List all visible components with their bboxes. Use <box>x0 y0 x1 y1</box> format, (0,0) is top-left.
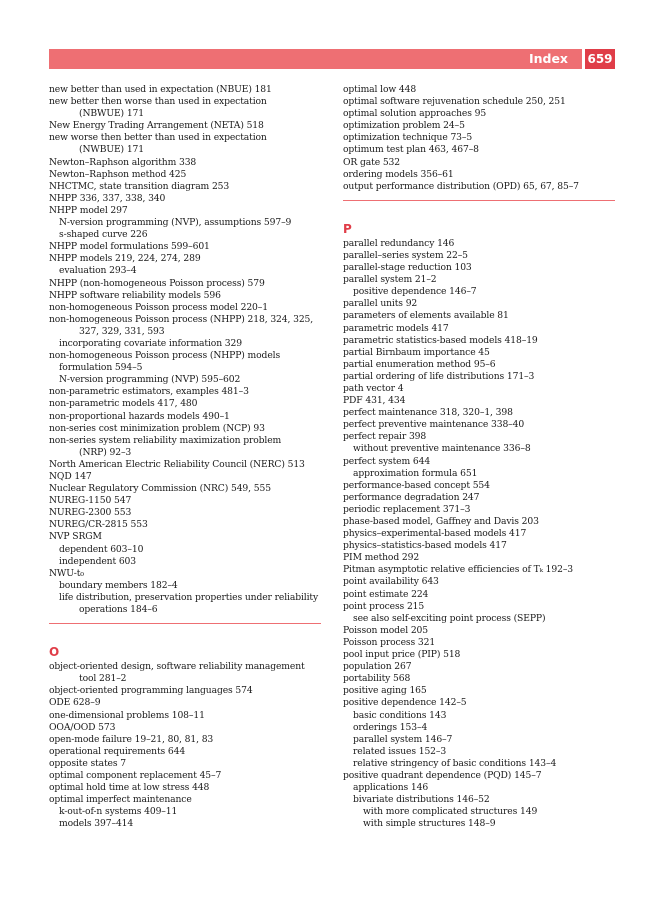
index-entry: partial ordering of life distributions 171–3 <box>343 370 535 382</box>
index-entry: k-out-of-n systems 409–11 <box>59 806 178 818</box>
index-entry: Pitman asymptotic relative efficiencies of Tₖ 192–3 <box>343 564 574 576</box>
index-entry: applications 146 <box>353 782 429 794</box>
index-entry: North American Electric Reliability Council (NERC) 513 <box>49 458 305 470</box>
index-entry: parallel–series system 22–5 <box>343 249 468 261</box>
index-entry: optimal hold time at low stress 448 <box>49 782 210 794</box>
index-entry: PDF 431, 434 <box>343 395 406 407</box>
index-entry: performance degradation 247 <box>343 491 480 503</box>
index-entry: non-homogeneous Poisson process (NHPP) 218, 324, 325, <box>49 313 314 325</box>
index-entry: point estimate 224 <box>343 588 429 600</box>
index-entry: perfect preventive maintenance 338–40 <box>343 419 525 431</box>
index-entry: optimum test plan 463, 467–8 <box>343 144 479 156</box>
index-entry: object-oriented programming languages 574 <box>49 685 253 697</box>
index-entry: new worse then better than used in expectation <box>49 132 267 144</box>
index-entry: New Energy Trading Arrangement (NETA) 518 <box>49 120 264 132</box>
index-entry: ODE 628–9 <box>49 697 101 709</box>
index-entry: NHCTMC, state transition diagram 253 <box>49 180 230 192</box>
index-entry: optimization technique 73–5 <box>343 132 473 144</box>
index-entry: optimal low 448 <box>343 84 417 95</box>
index-entry: parameters of elements available 81 <box>343 310 509 322</box>
index-list-p <box>343 238 615 831</box>
index-entry: bivariate distributions 146–52 <box>353 794 490 806</box>
index-entry: life distribution, preservation properties under reliability <box>59 591 319 603</box>
index-entry: NHPP model formulations 599–601 <box>49 241 210 253</box>
index-entry: NWU-t₀ <box>49 567 84 579</box>
index-entry: phase-based model, Gaffney and Davis 203 <box>343 516 539 527</box>
index-entry: point availability 643 <box>343 576 439 588</box>
section-letter-p: P <box>343 221 352 236</box>
index-entry: with simple structures 148–9 <box>363 818 496 830</box>
index-entry: dependent 603–10 <box>59 543 144 555</box>
index-entry: periodic replacement 371–3 <box>343 503 471 515</box>
index-entry: perfect maintenance 318, 320–1, 398 <box>343 407 513 419</box>
index-entry: OOA/OOD 573 <box>49 721 116 733</box>
index-entry: path vector 4 <box>343 382 404 394</box>
index-entry: perfect system 644 <box>343 455 431 467</box>
index-entry: non-parametric models 417, 480 <box>49 398 198 410</box>
page-number-box <box>585 49 615 69</box>
index-entry: OR gate 532 <box>343 156 400 168</box>
index-entry: population 267 <box>343 661 412 673</box>
index-entry: formulation 594–5 <box>59 362 143 374</box>
index-entry: physics–statistics-based models 417 <box>343 540 507 552</box>
index-entry: NHPP model 297 <box>49 204 128 216</box>
index-entry: NVP SRGM <box>49 531 102 543</box>
index-entry: portability 568 <box>343 673 411 685</box>
index-entry: performance-based concept 554 <box>343 479 490 491</box>
index-entry: optimal imperfect maintenance <box>49 794 192 806</box>
index-entry: parallel system 146–7 <box>353 733 453 745</box>
index-entry: Newton–Raphson algorithm 338 <box>49 156 197 168</box>
index-entry: independent 603 <box>59 555 136 567</box>
index-entry: PIM method 292 <box>343 552 420 564</box>
index-entry: non-homogeneous Poisson process (NHPP) models <box>49 350 281 362</box>
index-entry: NHPP software reliability models 596 <box>49 289 221 301</box>
index-entry: incorporating covariate information 329 <box>59 337 242 349</box>
index-entry: new better then worse than used in expectation <box>49 96 267 108</box>
index-entry: related issues 152–3 <box>353 745 447 757</box>
index-entry: non-series system reliability maximization problem <box>49 434 282 446</box>
index-column-right <box>343 84 615 830</box>
index-entry: optimal component replacement 45–7 <box>49 769 222 781</box>
index-entry: ordering models 356–61 <box>343 168 454 180</box>
index-entry: NHPP 336, 337, 338, 340 <box>49 192 166 204</box>
index-entry: output performance distribution (OPD) 65, 67, 85–7 <box>343 180 579 192</box>
index-entry: object-oriented design, software reliability management <box>49 661 305 673</box>
index-entry: (NBWUE) 171 <box>79 108 144 120</box>
index-entry: NQD 147 <box>49 471 92 482</box>
index-entry: approximation formula 651 <box>353 467 478 479</box>
index-entry: positive aging 165 <box>343 685 427 697</box>
index-entry: boundary members 182–4 <box>59 579 178 591</box>
index-entry: without preventive maintenance 336–8 <box>353 443 531 455</box>
index-list-o <box>49 661 321 830</box>
index-entry: pool input price (PIP) 518 <box>343 649 461 661</box>
index-entry: models 397–414 <box>59 818 134 830</box>
index-entry: 327, 329, 331, 593 <box>79 325 165 337</box>
index-entry: optimization problem 24–5 <box>343 120 465 132</box>
index-entry: Newton–Raphson method 425 <box>49 168 187 180</box>
index-entry: parallel system 21–2 <box>343 274 437 286</box>
index-entry: see also self-exciting point process (SEPP) <box>353 612 546 624</box>
index-entry: tool 281–2 <box>79 673 127 685</box>
section-letter-o: O <box>49 645 60 660</box>
index-entry: basic conditions 143 <box>353 709 447 721</box>
section-divider <box>49 623 321 624</box>
section-divider <box>343 200 615 201</box>
index-entry: positive dependence 142–5 <box>343 697 467 709</box>
header-bar <box>49 49 582 69</box>
index-entry: operations 184–6 <box>79 604 158 616</box>
index-entry: N-version programming (NVP), assumptions 597–9 <box>59 217 292 229</box>
index-entry: optimal software rejuvenation schedule 250, 251 <box>343 96 566 108</box>
index-entry: partial enumeration method 95–6 <box>343 358 496 370</box>
index-entry: new better than used in expectation (NBUE) 181 <box>49 84 272 95</box>
index-column-left <box>49 84 321 830</box>
index-entry: non-homogeneous Poisson process model 220–1 <box>49 301 268 313</box>
index-entry: positive quadrant dependence (PQD) 145–7 <box>343 769 542 781</box>
index-entry: physics–experimental-based models 417 <box>343 528 527 540</box>
index-entry: operational requirements 644 <box>49 745 186 757</box>
index-entry: parallel redundancy 146 <box>343 237 455 249</box>
index-entry: parametric statistics-based models 418–19 <box>343 334 538 346</box>
index-entry: optimal solution approaches 95 <box>343 108 487 120</box>
index-entry: relative stringency of basic conditions 143–4 <box>353 757 557 769</box>
index-entry: (NWBUE) 171 <box>79 144 144 156</box>
index-entry: NHPP (non-homogeneous Poisson process) 579 <box>49 277 265 289</box>
index-entry: NHPP models 219, 224, 274, 289 <box>49 253 201 265</box>
index-entry: non-proportional hazards models 490–1 <box>49 410 230 422</box>
index-entry: N-version programming (NVP) 595–602 <box>59 374 241 386</box>
index-entry: open-mode failure 19–21, 80, 81, 83 <box>49 733 214 745</box>
index-entry: NUREG-1150 547 <box>49 495 132 507</box>
index-list-n <box>49 84 321 616</box>
index-entry: s-shaped curve 226 <box>59 229 148 241</box>
index-entry: parallel units 92 <box>343 298 418 310</box>
index-entry: Poisson model 205 <box>343 624 428 636</box>
index-entry: with more complicated structures 149 <box>363 806 538 818</box>
index-entry: parametric models 417 <box>343 322 449 334</box>
index-entry: orderings 153–4 <box>353 721 428 733</box>
index-entry: NUREG/CR-2815 553 <box>49 519 148 531</box>
index-entry: opposite states 7 <box>49 757 126 769</box>
index-entry: parallel-stage reduction 103 <box>343 262 472 274</box>
index-entry: point process 215 <box>343 600 425 612</box>
index-entry: one-dimensional problems 108–11 <box>49 709 205 721</box>
section-label: Index <box>528 51 568 66</box>
index-entry: perfect repair 398 <box>343 431 427 443</box>
index-entry: Poisson process 321 <box>343 636 436 648</box>
index-entry: non-series cost minimization problem (NCP) 93 <box>49 422 265 434</box>
index-entry: partial Birnbaum importance 45 <box>343 346 490 358</box>
index-entry: non-parametric estimators, examples 481–3 <box>49 386 249 398</box>
index-list-o-continued <box>343 84 615 193</box>
index-entry: evaluation 293–4 <box>59 265 137 277</box>
index-entry: (NRP) 92–3 <box>79 446 132 458</box>
index-entry: NUREG-2300 553 <box>49 507 132 519</box>
index-entry: Nuclear Regulatory Commission (NRC) 549, 555 <box>49 483 271 495</box>
page-number: 659 <box>587 52 613 66</box>
index-entry: positive dependence 146–7 <box>353 286 477 298</box>
